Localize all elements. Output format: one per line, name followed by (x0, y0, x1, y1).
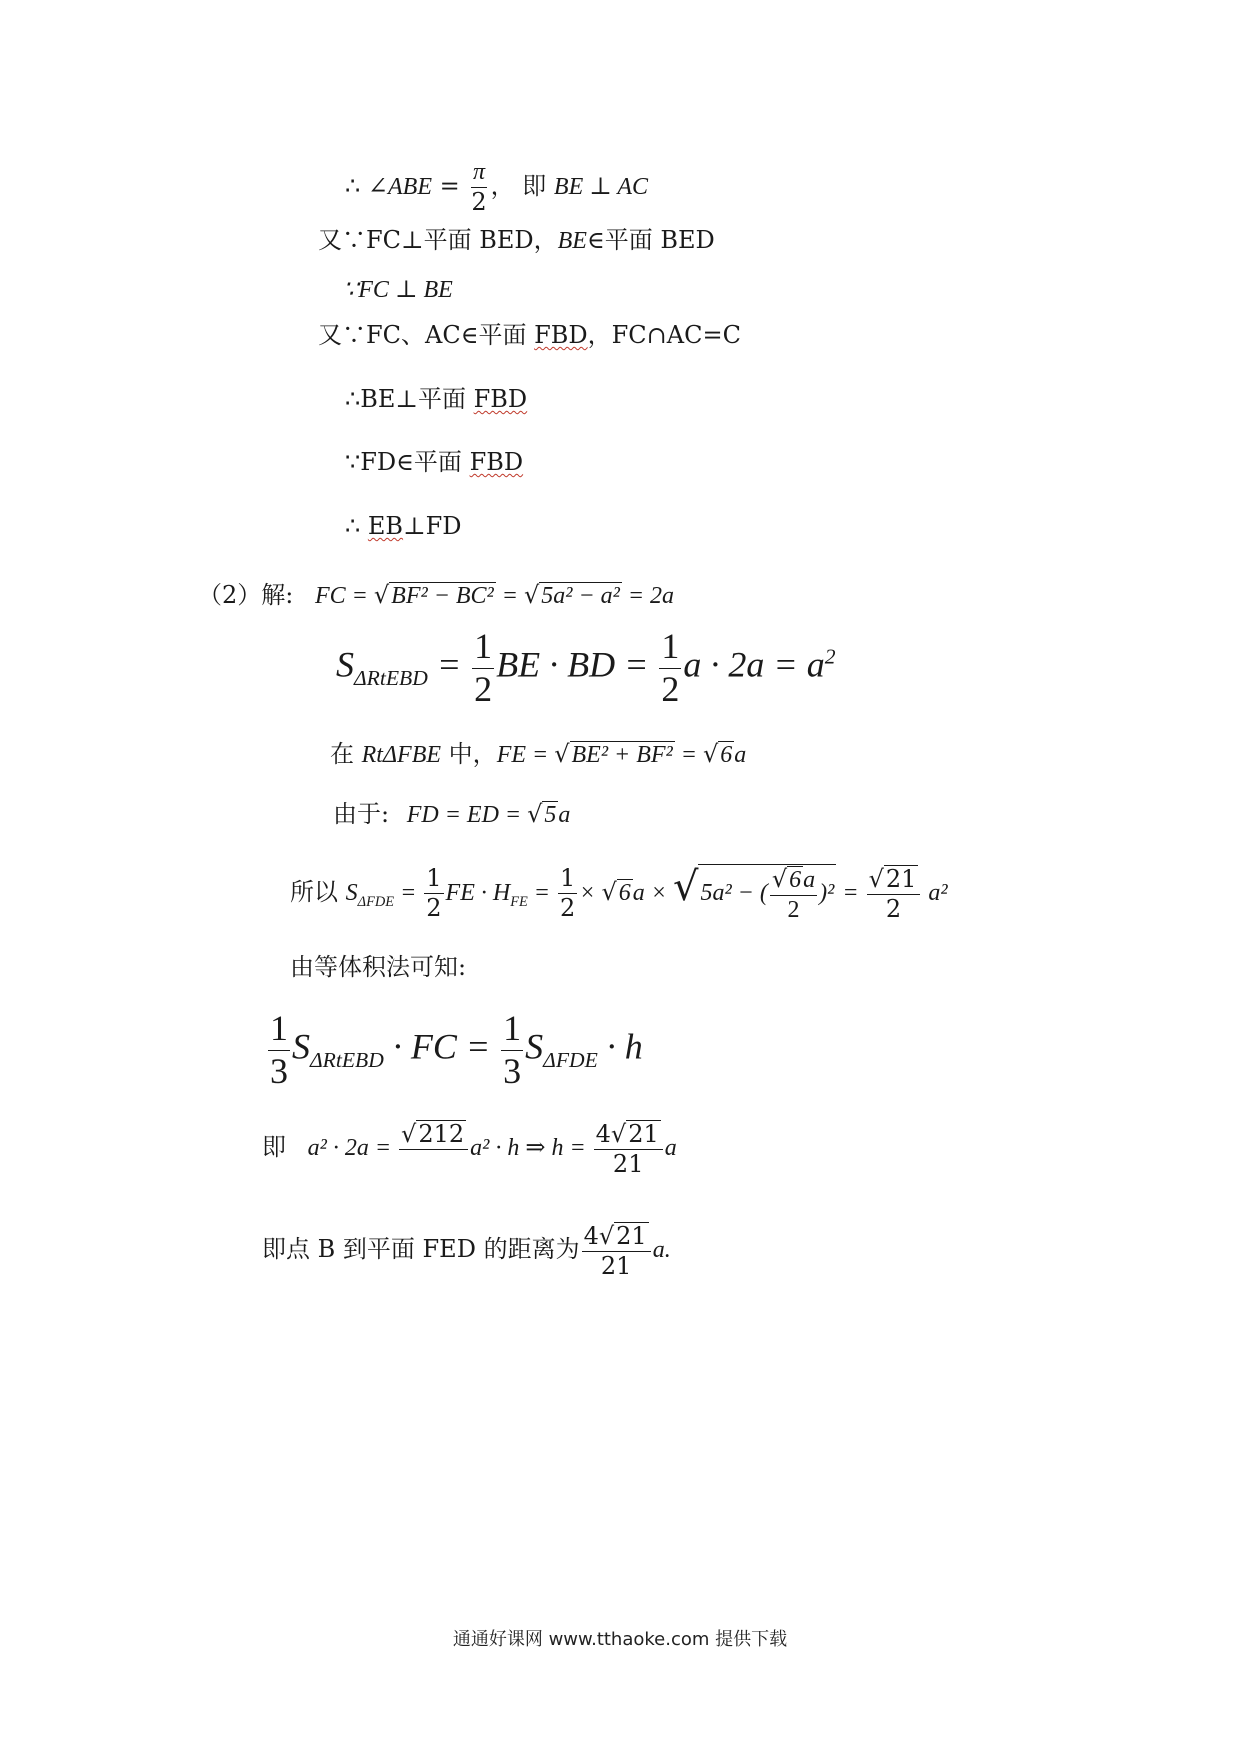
text-youyu: 由于: (333, 800, 397, 828)
superscript: 2 (824, 644, 836, 669)
text-suoyi: 所以 (290, 878, 346, 907)
radicand: 21 (885, 865, 917, 894)
fraction-sqrt21-over-2: $\frac{√21}{2}$ (867, 865, 921, 922)
expr: · h (597, 1026, 643, 1067)
sqrt-6: √6 (702, 740, 733, 768)
fraction-4sqrt21-over-21: $\frac{4√21}{21}$ (582, 1222, 651, 1279)
subscript: ΔRtEBD (310, 1047, 384, 1072)
text: ∵FD∈平面 (345, 448, 470, 476)
coef: 4 (583, 1222, 599, 1250)
line-solve-h (262, 1120, 677, 1177)
expr: BE · BD = (496, 644, 658, 685)
radicand: 6 (720, 742, 733, 768)
text-ji: 即 (262, 1133, 294, 1162)
radicand: 212 (418, 1120, 465, 1148)
var-a: a (734, 742, 747, 768)
therefore-symbol: ∴ (345, 172, 368, 201)
frac-denominator: 2 (474, 668, 493, 709)
line-fc-perp-be (343, 278, 453, 302)
fraction-half (558, 866, 577, 921)
expr: a · 2a = a (683, 644, 825, 685)
line-fd-ed (333, 801, 570, 827)
frac-denominator: 2 (787, 897, 800, 924)
var-a: a (803, 867, 816, 893)
radicand: BF² − BC² (391, 583, 494, 609)
frac-denominator: 21 (600, 1252, 632, 1281)
text: 即点 B 到平面 FED 的距离为 (262, 1235, 580, 1264)
sqrt-6: √6 (601, 878, 631, 907)
frac-denominator: 21 (612, 1150, 644, 1179)
subscript: ΔFDE (543, 1047, 598, 1072)
line-area-fde (290, 864, 948, 923)
fraction-sqrt212: √212 (399, 1120, 468, 1177)
fe-h: FE · H (445, 880, 511, 907)
equals: = (495, 583, 524, 609)
frac-numerator: 1 (501, 1010, 523, 1051)
fe-lhs: FE = (496, 742, 555, 768)
radicand-b: )² (819, 880, 835, 907)
expr: · FC = (383, 1026, 500, 1067)
footer-credit: 通通好课网 www.tthaoke.com 提供下载 (452, 1629, 788, 1650)
triangle-fbe: RtΔFBE (361, 742, 442, 768)
equals: = (432, 172, 468, 201)
expr: a² · 2a = (307, 1135, 398, 1162)
line-fc-ac-in-plane (318, 323, 741, 347)
text: 又∵FC、AC∈平面 (318, 321, 535, 349)
text-zai: 在 (330, 740, 362, 768)
radicand: 6 (789, 867, 802, 893)
frac-denominator (428, 1150, 440, 1177)
line-angle-abe (345, 160, 648, 215)
text-rest: ⊥FD (403, 512, 462, 540)
fraction-sqrt6a-over-2: $\frac{√6a}{2}$ (771, 865, 816, 924)
expr: a² · h ⇒ h = (470, 1135, 592, 1162)
radicand: BE² + BF² (571, 742, 673, 768)
area-s: S (336, 644, 354, 685)
fbd: FBD (469, 448, 524, 476)
fbd: FBD (473, 385, 528, 413)
fraction-third (501, 1010, 523, 1091)
frac-numerator: 1 (659, 628, 681, 669)
subscript: FE (510, 894, 528, 910)
frac-denominator: 3 (503, 1050, 522, 1091)
line-fe (330, 741, 746, 767)
equals: = (836, 880, 865, 907)
a-times: a × (632, 880, 673, 907)
be-perp-ac: BE ⊥ AC (553, 174, 649, 201)
frac-denominator: 2 (885, 895, 902, 924)
frac-numerator: 1 (558, 866, 577, 894)
line-conclusion (262, 1222, 671, 1279)
part2-label: （2）解: (198, 581, 294, 609)
area-s: S (345, 880, 358, 907)
frac-denominator: 2 (560, 894, 576, 923)
frac-numerator: 1 (472, 628, 494, 669)
text-ji: ， 即 (490, 172, 554, 201)
line-part2-fc (198, 582, 674, 608)
text: 由等体积法可知: (290, 953, 467, 981)
radicand: 21 (616, 1222, 647, 1250)
line-eb-perp-fd (345, 514, 462, 538)
area-s: S (525, 1026, 544, 1067)
fraction-4sqrt21-over-21: $\frac{4√21}{21}$ (594, 1120, 663, 1177)
fd-ed: FD = ED = (406, 802, 528, 828)
text: 又∵FC⊥平面 BED， (318, 226, 558, 254)
angle-abe: ∠ABE (367, 174, 432, 201)
frac-numerator: 1 (424, 866, 443, 894)
line-fc-perp-plane (318, 228, 715, 253)
a-squared: a² (922, 880, 948, 907)
sqrt-be-bf: √BE² + BF² (554, 740, 673, 768)
sqrt-5a2-a2: √5a² − a² (523, 581, 620, 609)
text-rest: ∈平面 BED (586, 226, 715, 254)
radicand-a: 5a² − ( (700, 880, 768, 907)
line-volume-eq (266, 1010, 643, 1091)
var-a: a. (652, 1237, 671, 1264)
frac-denominator: 2 (426, 894, 442, 923)
pi-over-2 (469, 160, 488, 215)
subscript: ΔFDE (357, 894, 395, 910)
fraction-half (472, 628, 494, 709)
radicand: 6 (618, 880, 631, 907)
text-rest: ，FC∩AC=C (587, 321, 741, 349)
be: BE (557, 228, 587, 254)
fraction-half (424, 866, 443, 921)
equals: = (674, 742, 703, 768)
radicand: 21 (628, 1120, 659, 1148)
line-area-rtebd (336, 628, 836, 709)
radicand: 5 (544, 802, 557, 828)
sqrt-bf-bc: √BF² − BC² (373, 581, 494, 609)
fc-lhs: FC = (315, 583, 374, 609)
therefore-symbol: ∴ (345, 512, 368, 540)
line-volume-method (290, 955, 466, 979)
coef: 4 (595, 1120, 611, 1148)
frac-denominator: 2 (661, 668, 680, 709)
fbd: FBD (534, 321, 588, 349)
line-fd-in-plane (345, 450, 523, 474)
radicand: 5a² − a² (541, 583, 620, 609)
text: ∴BE⊥平面 (345, 385, 474, 413)
eb: EB (367, 512, 404, 540)
var-a: a (664, 1135, 677, 1162)
line-be-perp-plane (345, 387, 527, 411)
fraction-third (268, 1010, 290, 1091)
frac-numerator: π (471, 160, 487, 188)
area-s: S (292, 1026, 310, 1067)
equals: = (427, 644, 471, 685)
frac-denominator: 3 (270, 1050, 288, 1091)
equals: = (394, 880, 423, 907)
times: × (579, 880, 602, 907)
subscript: ΔRtEBD (354, 665, 428, 690)
equals: = (527, 880, 556, 907)
frac-numerator: 1 (268, 1010, 290, 1051)
sqrt-5: √5 (527, 800, 557, 828)
fraction-half (659, 628, 681, 709)
text: ∵FC ⊥ BE (343, 277, 453, 303)
var-a: a (558, 802, 571, 828)
sqrt-outer: √5a² − ( $\frac{√6a}{2}$ )² (672, 864, 835, 924)
result: = 2a (621, 583, 675, 609)
frac-denominator: 2 (471, 188, 487, 217)
text-zhong: 中， (441, 740, 497, 768)
